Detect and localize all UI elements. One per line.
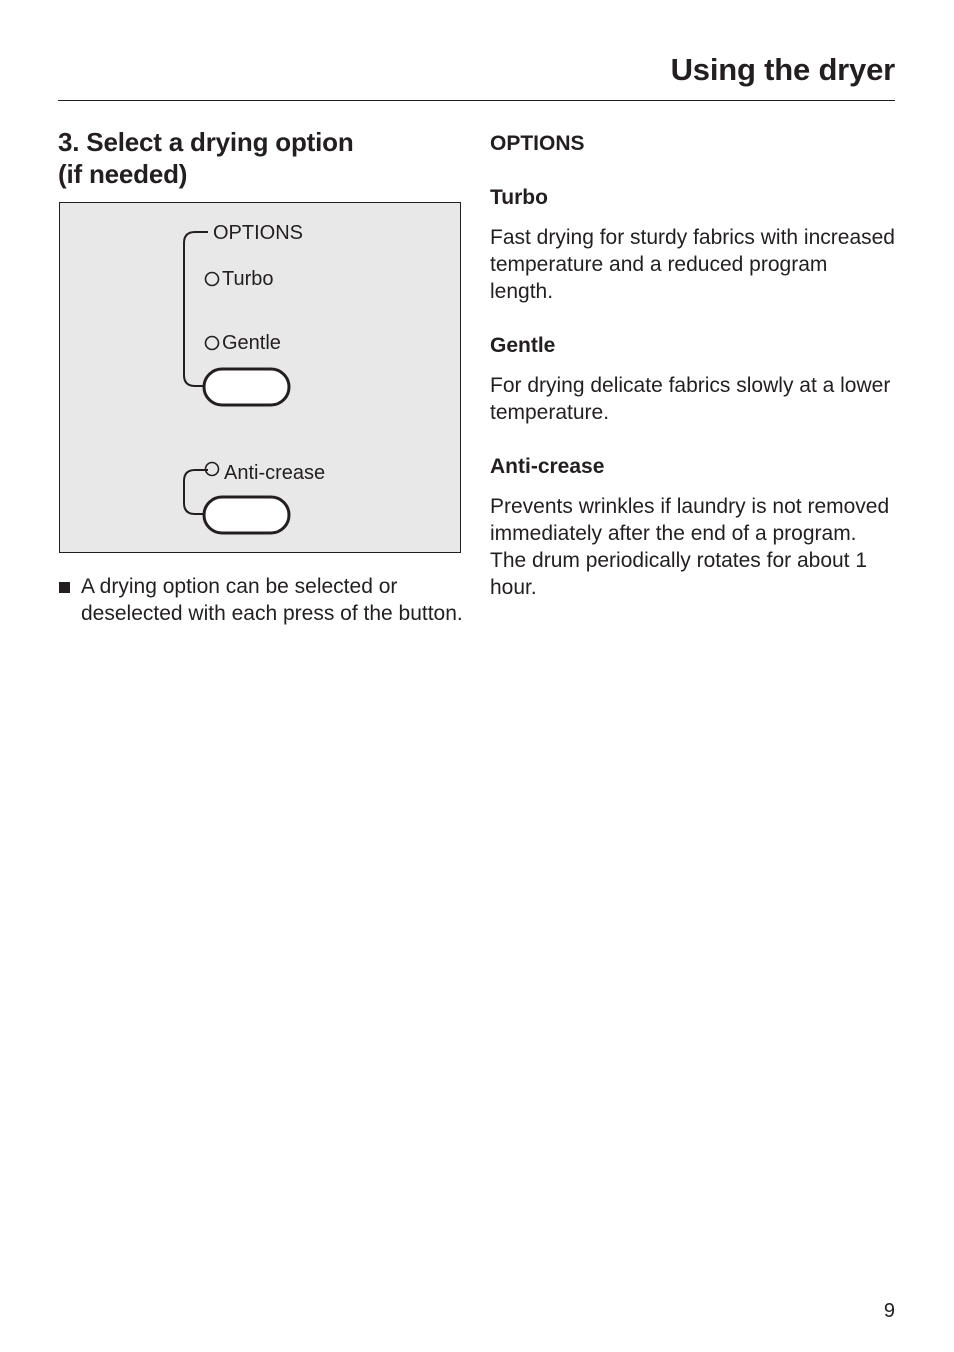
option-name-gentle: Gentle: [490, 334, 556, 357]
step-heading-line-1: 3. Select a drying option: [58, 127, 354, 157]
option-description-turbo: Fast drying for sturdy fabrics with increased temperature and a reduced program length.: [490, 226, 895, 303]
option-name-anticrease: Anti-crease: [490, 455, 605, 478]
page-header: [58, 52, 895, 101]
page-number: 9: [883, 1300, 895, 1322]
left-column: [58, 126, 468, 627]
options-button: [204, 369, 289, 405]
panel-gentle-label: Gentle: [222, 332, 281, 354]
option-name-turbo: Turbo: [490, 186, 548, 209]
panel-turbo-label: Turbo: [222, 268, 274, 290]
option-description-anticrease: Prevents wrinkles if laundry is not removed immediately after the end of a program. The drum periodically rotates for about 1 hour.: [490, 495, 890, 599]
step-heading: [58, 126, 468, 190]
options-bracket: [184, 232, 208, 386]
option-description-gentle: For drying delicate fabrics slowly at a lower temperature.: [490, 374, 891, 424]
control-panel-illustration: [59, 202, 461, 553]
page-title: Using the dryer: [670, 52, 895, 87]
options-title: OPTIONS: [490, 132, 585, 155]
bullet-note-text: A drying option can be selected or deselected with each press of the button.: [81, 575, 463, 625]
square-bullet-icon: [59, 582, 70, 593]
right-column: [490, 130, 895, 601]
anticrease-button: [204, 497, 289, 533]
panel-options-label: OPTIONS: [213, 222, 304, 244]
turbo-indicator-icon: [206, 273, 219, 286]
gentle-indicator-icon: [206, 337, 219, 350]
bullet-note: [58, 573, 468, 627]
step-heading-line-2: (if needed): [58, 159, 188, 189]
panel-anticrease-label: Anti-crease: [224, 462, 326, 484]
control-panel-drawing: [60, 203, 459, 551]
